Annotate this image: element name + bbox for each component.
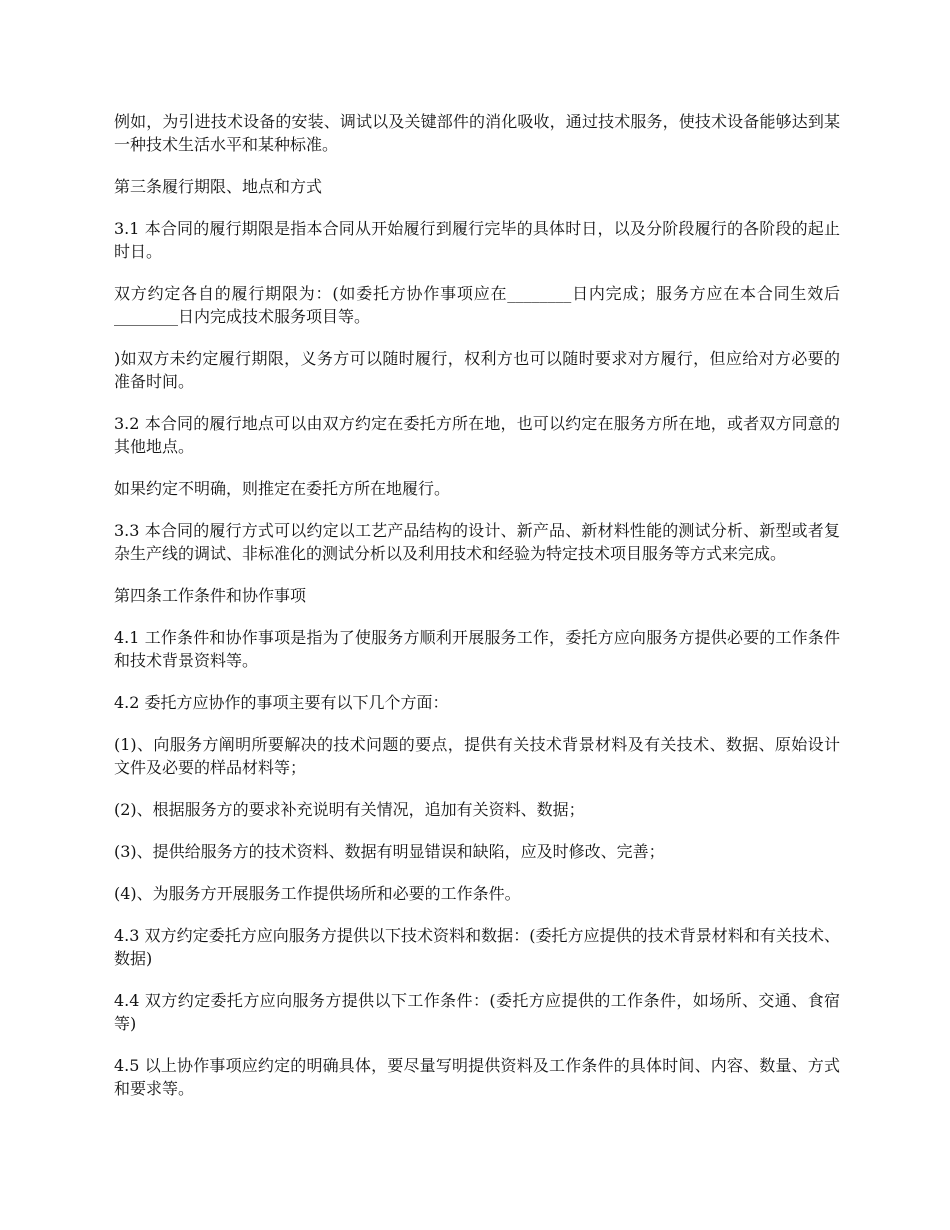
paragraph-3-3: 3.3 本合同的履行方式可以约定以工艺产品结构的设计、新产品、新材料性能的测试分析、新型或者复杂生产线的调试、非标准化的测试分析以及利用技术和经验为特定技术项目服务等方式来完成。	[114, 521, 840, 563]
section-heading-article-3: 第三条履行期限、地点和方式	[114, 177, 323, 196]
section-heading-article-4: 第四条工作条件和协作事项	[114, 586, 307, 605]
paragraph-3-2: 3.2 本合同的履行地点可以由双方约定在委托方所在地，也可以约定在服务方所在地，或者双方同意的其他地点。	[114, 414, 840, 456]
list-item-2: (2)、根据服务方的要求补充说明有关情况，追加有关资料、数据；	[114, 800, 585, 819]
paragraph-4-5: 4.5 以上协作事项应约定的明确具体，要尽量写明提供资料及工作条件的具体时间、内容、数量、方式和要求等。	[114, 1056, 840, 1098]
list-item-4: (4)、为服务方开展服务工作提供场所和必要的工作条件。	[114, 884, 521, 903]
list-item-3: (3)、提供给服务方的技术资料、数据有明显错误和缺陷，应及时修改、完善；	[114, 842, 665, 861]
paragraph-unclear-place: 如果约定不明确，则推定在委托方所在地履行。	[114, 479, 451, 498]
paragraph-agreed-period: 双方约定各自的履行期限为：(如委托方协作事项应在________日内完成；服务方应在本合同生效后________日内完成技术服务项目等。	[114, 284, 840, 326]
list-item-1: (1)、向服务方阐明所要解决的技术问题的要点，提供有关技术背景材料及有关技术、数据、原始设计文件及必要的样品材料等；	[114, 735, 840, 777]
paragraph-4-3: 4.3 双方约定委托方应向服务方提供以下技术资料和数据：(委托方应提供的技术背景材料和有关技术、数据)	[114, 926, 840, 968]
paragraph-example-intro: 例如，为引进技术设备的安装、调试以及关键部件的消化吸收，通过技术服务，使技术设备能够达到某一种技术生活水平和某种标准。	[114, 112, 840, 154]
paragraph-4-2: 4.2 委托方应协作的事项主要有以下几个方面：	[114, 693, 449, 712]
paragraph-4-4: 4.4 双方约定委托方应向服务方提供以下工作条件：(委托方应提供的工作条件，如场所、交通、食宿等)	[114, 991, 840, 1033]
paragraph-3-1: 3.1 本合同的履行期限是指本合同从开始履行到履行完毕的具体时日，以及分阶段履行的各阶段的起止时日。	[114, 219, 840, 261]
paragraph-4-1: 4.1 工作条件和协作事项是指为了使服务方顺利开展服务工作，委托方应向服务方提供必要的工作条件和技术背景资料等。	[114, 628, 840, 670]
document-body	[114, 110, 840, 1119]
paragraph-no-period: )如双方未约定履行期限，义务方可以随时履行，权利方也可以随时要求对方履行，但应给对方必要的准备时间。	[114, 349, 840, 391]
